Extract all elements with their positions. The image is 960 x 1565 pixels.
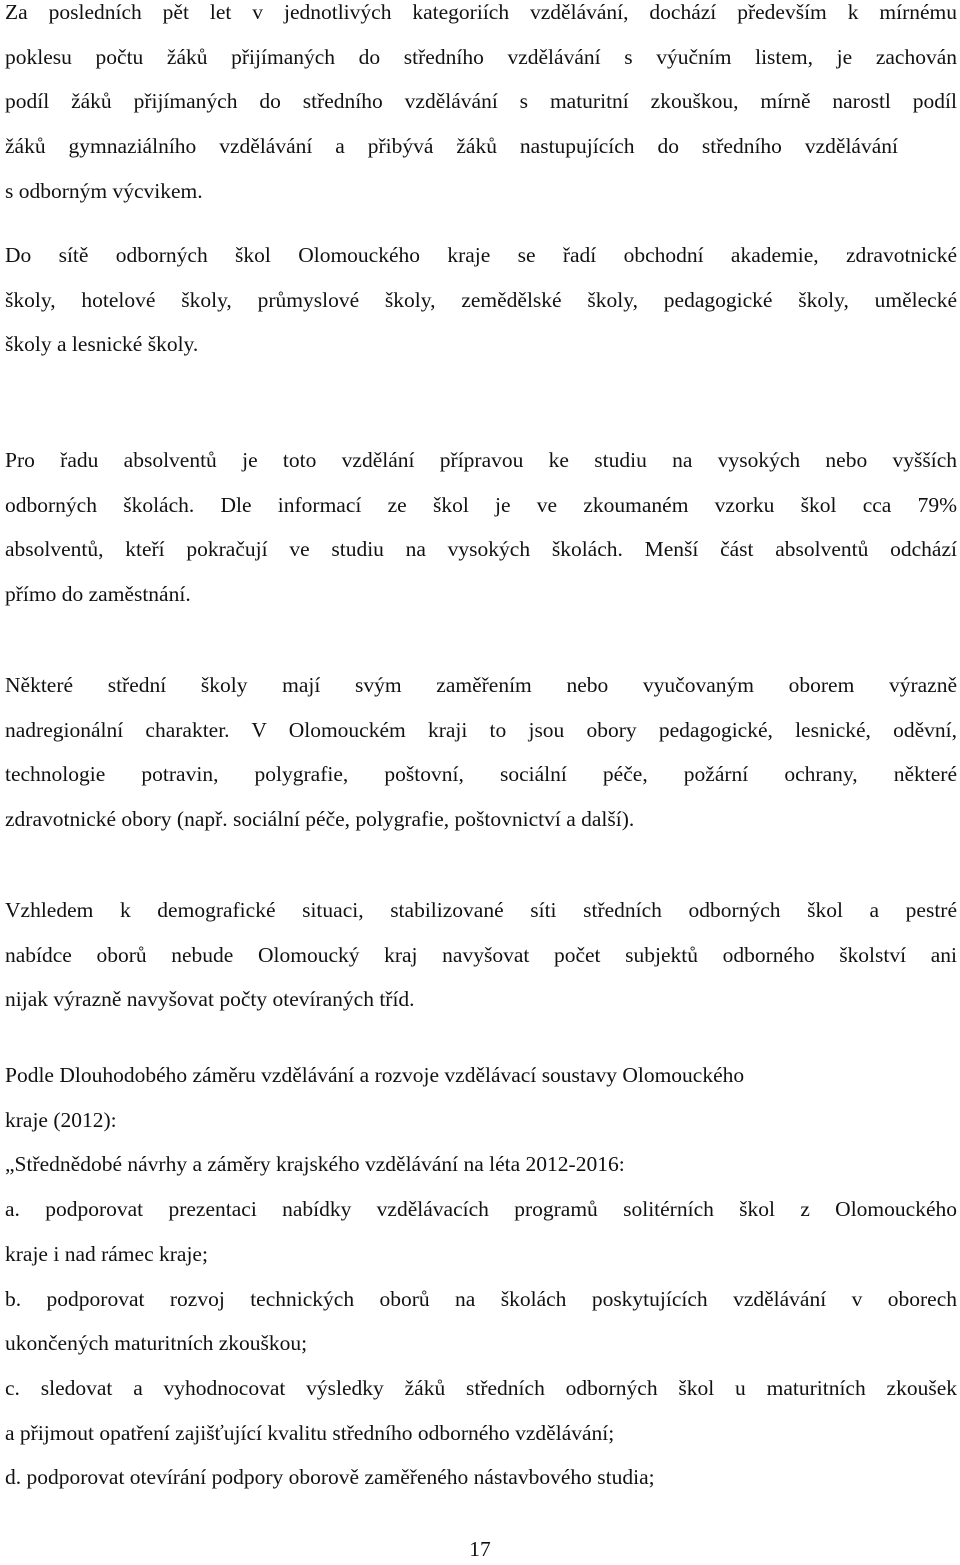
paragraph-demographics (5, 888, 957, 1022)
text-line: školy, hotelové školy, průmyslové školy, zemědělské školy, pedagogické školy, umělecké (5, 287, 957, 312)
text-line: kraje (2012): (5, 1107, 117, 1132)
list-item-b-cont: ukončených maturitních zkouškou; (5, 1331, 308, 1356)
text-line: Pro řadu absolventů je toto vzdělání přípravou ke studiu na vysokých nebo vyšších (5, 448, 957, 472)
text-line: přímo do zaměstnání. (5, 582, 191, 607)
text-line: absolventů, kteří pokračují ve studiu na vysokých školách. Menší část absolventů odchází (5, 537, 957, 562)
list-item-c: c. sledovat a vyhodnocovat výsledky žáků středních odborných škol u maturitních zkoušek (5, 1375, 957, 1400)
list-item-a: a. podporovat prezentaci nabídky vzdělávacích programů solitérních škol z Olomouckého (5, 1197, 957, 1222)
text-line: Vzhledem k demografické situaci, stabilizované síti středních odborných škol a pestré (5, 898, 957, 922)
text-line: poklesu počtu žáků přijímaných do středního vzdělávání s výučním listem, je zachován (5, 44, 957, 69)
text-line: s odborným výcvikem. (5, 178, 203, 203)
text-line: nijak výrazně navyšovat počty otevíraných tříd. (5, 987, 415, 1012)
list-item-c-cont: a přijmout opatření zajišťující kvalitu středního odborného vzdělávání; (5, 1420, 615, 1445)
text-line: žáků gymnaziálního vzdělávání a přibývá žáků nastupujících do středního vzdělávání (5, 134, 898, 159)
text-line: Podle Dlouhodobého záměru vzdělávání a rozvoje vzdělávací soustavy Olomouckého (5, 1063, 745, 1087)
text-line: Za posledních pět let v jednotlivých kategoriích vzdělávání, dochází především k mírnému (5, 0, 957, 24)
paragraph-long-term-plan (5, 1053, 957, 1500)
text-line: nadregionální charakter. V Olomouckém kraji to jsou obory pedagogické, lesnické, oděvní, (5, 717, 957, 742)
text-line: odborných školách. Dle informací ze škol je ve zkoumaném vzorku škol cca 79% (5, 492, 957, 517)
paragraph-school-network (5, 233, 957, 367)
text-line: nabídce oborů nebude Olomoucký kraj navyšovat počet subjektů odborného školství ani (5, 942, 957, 967)
text-line: školy a lesnické školy. (5, 332, 199, 357)
paragraph-education-trends (5, 0, 957, 214)
list-item-d: d. podporovat otevírání podpory oborově zaměřeného nástavbového studia; (5, 1465, 655, 1490)
text-line: podíl žáků přijímaných do středního vzdělávání s maturitní zkouškou, mírně narostl podíl (5, 89, 957, 114)
list-item-a-cont: kraje i nad rámec kraje; (5, 1241, 208, 1266)
text-line: Některé střední školy mají svým zaměřením nebo vyučovaným oborem výrazně (5, 673, 957, 697)
list-item-b: b. podporovat rozvoj technických oborů na školách poskytujících vzdělávání v oborech (5, 1286, 957, 1311)
text-line: Do sítě odborných škol Olomouckého kraje se řadí obchodní akademie, zdravotnické (5, 243, 957, 267)
paragraph-graduates (5, 438, 957, 617)
text-line: zdravotnické obory (např. sociální péče, polygrafie, poštovnictví a další). (5, 807, 635, 832)
paragraph-supraregional (5, 663, 957, 842)
text-line: „Střednědobé návrhy a záměry krajského vzdělávání na léta 2012-2016: (5, 1152, 625, 1177)
text-line: technologie potravin, polygrafie, poštovní, sociální péče, požární ochrany, některé (5, 762, 957, 787)
page-number: 17 (469, 1537, 491, 1561)
